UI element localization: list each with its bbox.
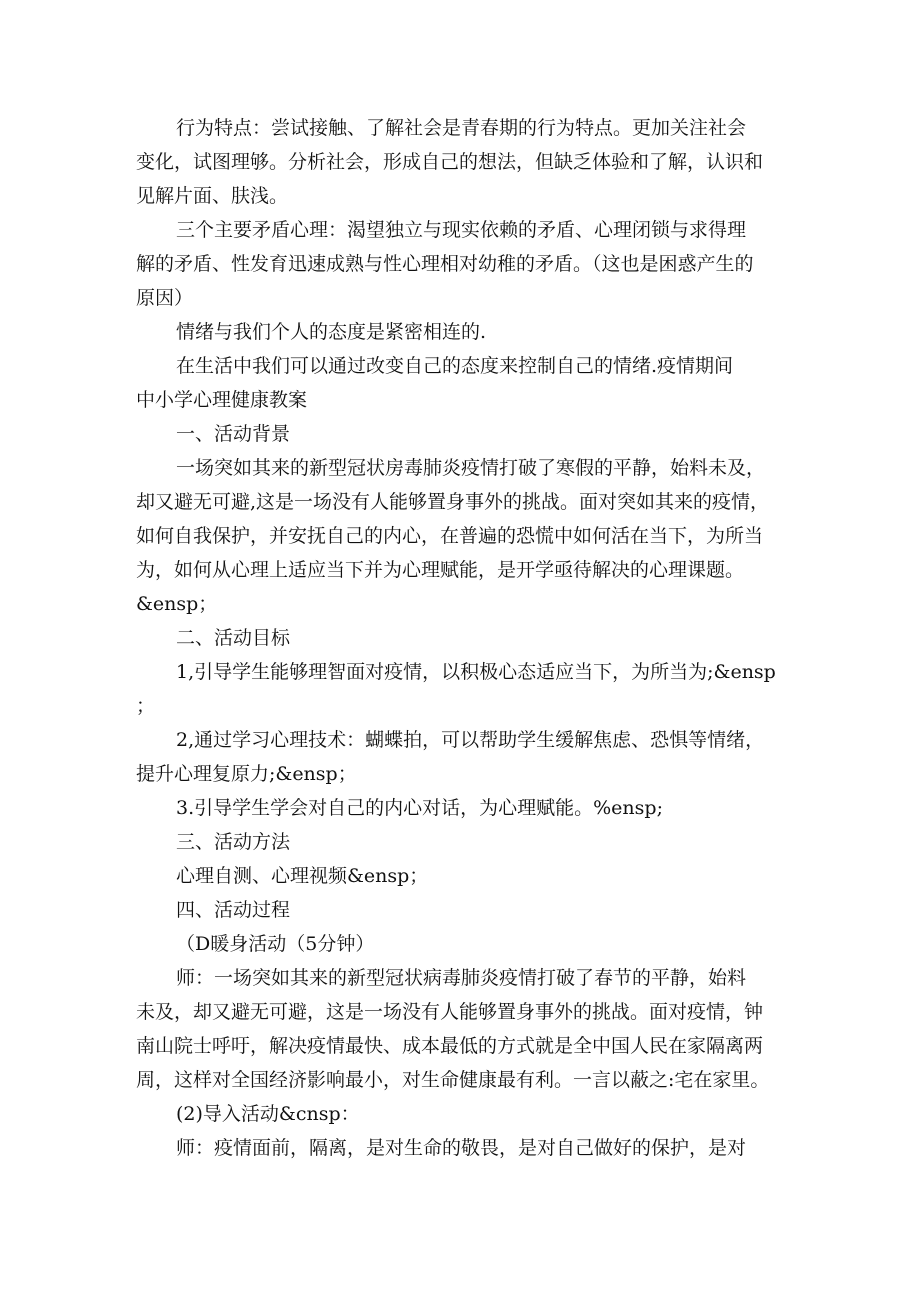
paragraph-methods: 心理自测、心理视频&ensp； [176, 865, 429, 887]
paragraph-background-line-4: 为，如何从心理上适应当下并为心理赋能，是开学亟待解决的心理课题。 [136, 559, 745, 581]
goal-3: 3.引导学生学会对自己的内心对话，为心理赋能。%ensp; [176, 797, 663, 819]
heading-background: 一、活动背景 [176, 423, 291, 445]
heading-methods: 三、活动方法 [176, 831, 291, 853]
heading-goals: 二、活动目标 [176, 627, 291, 649]
paragraph-warmup-line-4: 周，这样对全国经济影响最小，对生命健康最有利。一言以蔽之:宅在家里。 [136, 1069, 770, 1091]
subheading-intro-activity: (2)导入活动&cnsp： [176, 1103, 360, 1125]
paragraph-control-line-1: 在生活中我们可以通过改变自己的态度来控制自己的情绪.疫情期间 [176, 355, 734, 377]
paragraph-background-line-5: &ensp； [136, 593, 218, 615]
heading-process: 四、活动过程 [176, 899, 291, 921]
paragraph-background-line-3: 如何自我保护，并安抚自己的内心，在普遍的恐慌中如何活在当下，为所当 [136, 525, 764, 547]
paragraph-warmup-line-3: 南山院士呼吁，解决疫情最快、成本最低的方式就是全中国人民在家隔离两 [136, 1035, 764, 1057]
document-title: 中小学心理健康教案 [136, 389, 308, 411]
paragraph-conflict-line-3: 原因） [136, 287, 194, 309]
goal-2-line-2: 提升心理复原力;&ensp； [136, 763, 357, 785]
paragraph-warmup-line-1: 师：一场突如其来的新型冠状病毒肺炎疫情打破了春节的平静，始料 [176, 967, 747, 989]
goal-1-line-2: ； [136, 695, 156, 717]
paragraph-behavior-line-2: 变化，试图理够。分析社会，形成自己的想法，但缺乏体验和了解，认识和 [136, 151, 764, 173]
paragraph-behavior-line-3: 见解片面、肤浅。 [136, 185, 289, 207]
paragraph-warmup-line-2: 未及，却又避无可避，这是一场没有人能够置身事外的挑战。面对疫情，钟 [136, 1001, 764, 1023]
goal-2-line-1: 2,通过学习心理技术：蝴蝶拍，可以帮助学生缓解焦虑、恐惧等情绪， [176, 729, 765, 751]
paragraph-conflict-line-1: 三个主要矛盾心理：渴望独立与现实依赖的矛盾、心理闭锁与求得理 [176, 219, 747, 241]
paragraph-emotion: 情绪与我们个人的态度是紧密相连的. [176, 321, 487, 343]
subheading-warmup: （D暖身活动（5分钟） [176, 933, 375, 955]
paragraph-conflict-line-2: 解的矛盾、性发育迅速成熟与性心理相对幼稚的矛盾。（这也是困惑产生的 [136, 253, 754, 275]
paragraph-intro-line-1: 师：疫情面前，隔离，是对生命的敬畏，是对自己做好的保护，是对 [176, 1137, 747, 1159]
paragraph-behavior-line-1: 行为特点：尝试接触、了解社会是青春期的行为特点。更加关注社会 [176, 117, 747, 139]
goal-1-line-1: 1,引导学生能够理智面对疫情，以积极心态适应当下，为所当为;&ensp [176, 661, 776, 683]
paragraph-background-line-2: 却又避无可避,这是一场没有人能够置身事外的挑战。面对突如其来的疫情， [136, 491, 770, 513]
paragraph-background-line-1: 一场突如其来的新型冠状房毒肺炎疫情打破了寒假的平静，始料未及， [176, 457, 766, 479]
